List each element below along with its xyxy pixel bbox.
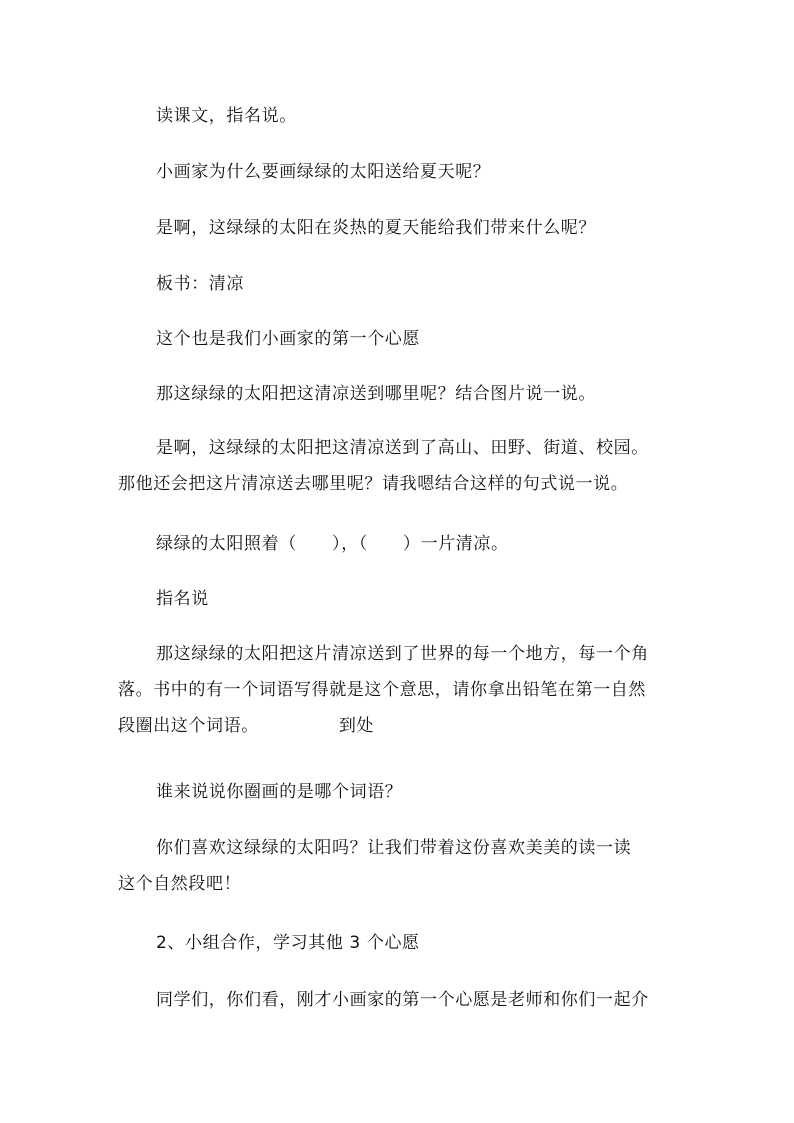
paragraph-line: 那他还会把这片清凉送去哪里呢？请我嗯结合这样的句式说一说。: [118, 474, 629, 494]
paragraph-line: 指名说: [156, 589, 209, 609]
paragraph-14: [118, 982, 716, 1018]
paragraph-line: 小画家为什么要画绿绿的太阳送给夏天呢？: [156, 162, 491, 182]
paragraph-line-with-answer: [118, 708, 678, 744]
paragraph-line: 你们喜欢这绿绿的太阳吗？让我们带着这份喜欢美美的读一读: [156, 838, 632, 858]
paragraph-4: [118, 266, 716, 302]
paragraph-5: [118, 321, 716, 357]
paragraph-line: 落。书中的有一个词语写得就是这个意思，请你拿出铅笔在第一自然: [118, 680, 646, 700]
paragraph-line: 这个也是我们小画家的第一个心愿: [156, 329, 420, 349]
paragraph-11: [118, 774, 716, 810]
paragraph-7: [118, 430, 678, 502]
paragraph-line: 2、小组合作，学习其他 3 个心愿: [156, 933, 420, 953]
paragraph-line: 板书：清凉: [156, 274, 244, 294]
paragraph-line: 那这绿绿的太阳把这清凉送到哪里呢？结合图片说一说。: [156, 384, 596, 404]
paragraph-line: 这个自然段吧！: [118, 874, 242, 894]
paragraph-line: 那这绿绿的太阳把这片清凉送到了世界的每一个地方，每一个角: [156, 644, 649, 664]
paragraph-line-text: 段圈出这个词语。: [118, 716, 259, 736]
paragraph-12: [118, 830, 678, 902]
paragraph-line: 同学们，你们看，刚才小画家的第一个心愿是老师和你们一起介: [156, 990, 649, 1010]
paragraph-6: [118, 376, 716, 412]
paragraph-8: [118, 526, 716, 562]
paragraph-line: 绿绿的太阳照着（ ），（ ）一片清凉。: [156, 534, 509, 554]
paragraph-9: [118, 581, 716, 617]
paragraph-line: 读课文，指名说。: [156, 106, 297, 126]
paragraph-line: 是啊，这绿绿的太阳把这清凉送到了高山、田野、街道、校园。: [156, 438, 649, 458]
paragraph-2: [118, 154, 716, 190]
paragraph-10: [118, 636, 678, 744]
paragraph-1: [118, 98, 716, 134]
section-heading: [118, 925, 716, 961]
answer-word: 到处: [338, 716, 375, 736]
paragraph-line: 是啊，这绿绿的太阳在炎热的夏天能给我们带来什么呢？: [156, 218, 596, 238]
paragraph-3: [118, 210, 716, 246]
paragraph-line: 谁来说说你圈画的是哪个词语？: [156, 782, 403, 802]
